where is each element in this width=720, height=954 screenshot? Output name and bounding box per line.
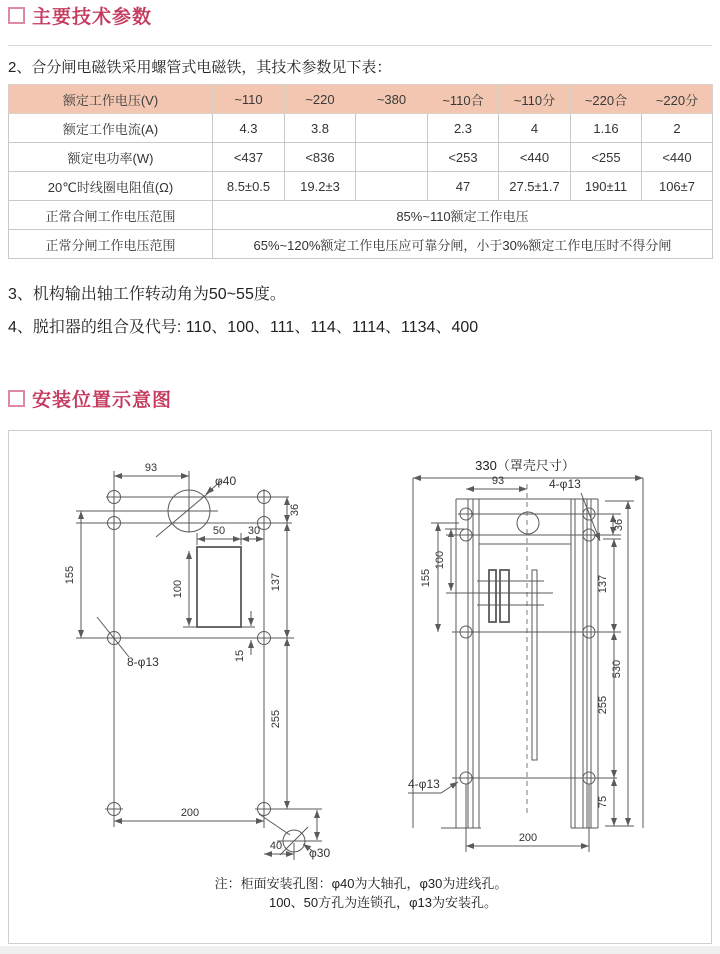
header-cell: ~220合	[571, 85, 642, 114]
row-label: 正常分闸工作电压范围	[9, 230, 213, 259]
dim-label-phi30: φ30	[309, 846, 331, 860]
dim-label-4-phi13-top: 4-φ13	[549, 477, 581, 491]
dim-137: 137	[270, 572, 282, 592]
left-drawing-panel-holes	[64, 462, 330, 860]
table-row	[9, 172, 713, 201]
dim-100-right: 100	[434, 550, 446, 570]
section-title-text: 安装位置示意图	[32, 390, 173, 411]
tech-params-table	[8, 84, 713, 259]
header-cell: ~380	[356, 85, 428, 114]
table-row	[9, 143, 713, 172]
dim-93-right: 93	[491, 475, 505, 487]
dim-50: 50	[212, 525, 226, 537]
dim-75: 75	[597, 795, 609, 809]
dim-137-right: 137	[597, 574, 609, 594]
cell: 106±7	[642, 172, 713, 201]
dim-label-phi40: φ40	[215, 474, 237, 488]
diagram-note-line1: 注：柜面安装孔图：φ40为大轴孔，φ30为进线孔。	[214, 876, 508, 891]
cell	[356, 114, 428, 143]
header-cell: ~110	[213, 85, 285, 114]
dim-40: 40	[269, 840, 283, 852]
header-cell: ~220分	[642, 85, 713, 114]
row-label: 额定电功率(W)	[9, 143, 213, 172]
dim-255-right: 255	[597, 695, 609, 715]
cell: <836	[285, 143, 356, 172]
cell: 47	[428, 172, 499, 201]
item-3-text: 3、机构输出轴工作转动角为50~55度。	[8, 286, 286, 303]
dim-200: 200	[180, 807, 200, 819]
cell	[356, 172, 428, 201]
intro-paragraph: 2、合分闸电磁铁采用螺管式电磁铁，其技术参数见下表：	[8, 59, 392, 76]
installation-diagram	[9, 431, 711, 943]
installation-diagram-box	[8, 430, 712, 944]
dim-530: 530	[611, 659, 623, 679]
dim-330-cover: 330（罩壳尺寸）	[475, 458, 575, 473]
cell: 4.3	[213, 114, 285, 143]
cell: <255	[571, 143, 642, 172]
section-marker-icon	[8, 7, 25, 24]
header-cell: 额定工作电压(V)	[9, 85, 213, 114]
header-cell: ~110分	[499, 85, 571, 114]
table-row-merged	[9, 230, 713, 259]
dim-36: 36	[289, 503, 301, 517]
item-4-text: 4、脱扣器的组合及代号: 110、100、111、114、1114、1134、400	[8, 319, 479, 336]
diagram-note-line2: 100、50方孔为连锁孔，φ13为安装孔。	[268, 895, 498, 910]
table-row-merged	[9, 201, 713, 230]
section-title-installation	[8, 385, 172, 412]
section-title-tech-params	[8, 2, 152, 29]
cell: 1.16	[571, 114, 642, 143]
dim-label-4-phi13-bottom: 4-φ13	[408, 777, 440, 791]
dim-label-8-phi13: 8-φ13	[127, 655, 159, 669]
cell: <440	[642, 143, 713, 172]
row-label: 正常合闸工作电压范围	[9, 201, 213, 230]
row-label: 额定工作电流(A)	[9, 114, 213, 143]
merged-cell: 65%~120%额定工作电压应可靠分闸，小于30%额定工作电压时不得分闸	[213, 230, 713, 259]
dim-36-right: 36	[613, 518, 625, 532]
dim-155-right: 155	[420, 568, 432, 588]
cell: 8.5±0.5	[213, 172, 285, 201]
dim-155: 155	[64, 565, 76, 585]
cell: 27.5±1.7	[499, 172, 571, 201]
dim-93: 93	[144, 462, 158, 474]
cell: <440	[499, 143, 571, 172]
dim-255: 255	[270, 709, 282, 729]
cell: 2.3	[428, 114, 499, 143]
divider-line	[8, 45, 712, 46]
dim-15: 15	[234, 649, 246, 663]
cell: 3.8	[285, 114, 356, 143]
right-drawing-mechanism	[408, 458, 643, 852]
cell: 4	[499, 114, 571, 143]
cell	[356, 143, 428, 172]
header-cell: ~110合	[428, 85, 499, 114]
table-row	[9, 114, 713, 143]
section-title-text: 主要技术参数	[32, 7, 153, 28]
cell: 2	[642, 114, 713, 143]
header-cell: ~220	[285, 85, 356, 114]
row-label: 20℃时线圈电阻值(Ω)	[9, 172, 213, 201]
section-marker-icon	[8, 390, 25, 407]
cell: 190±11	[571, 172, 642, 201]
cell: <437	[213, 143, 285, 172]
table-header-row	[9, 85, 713, 114]
dim-200-right: 200	[518, 832, 538, 844]
cell: <253	[428, 143, 499, 172]
dim-30: 30	[247, 525, 261, 537]
dim-100: 100	[172, 579, 184, 599]
page-bottom-strip	[0, 946, 720, 954]
merged-cell: 85%~110额定工作电压	[213, 201, 713, 230]
cell: 19.2±3	[285, 172, 356, 201]
